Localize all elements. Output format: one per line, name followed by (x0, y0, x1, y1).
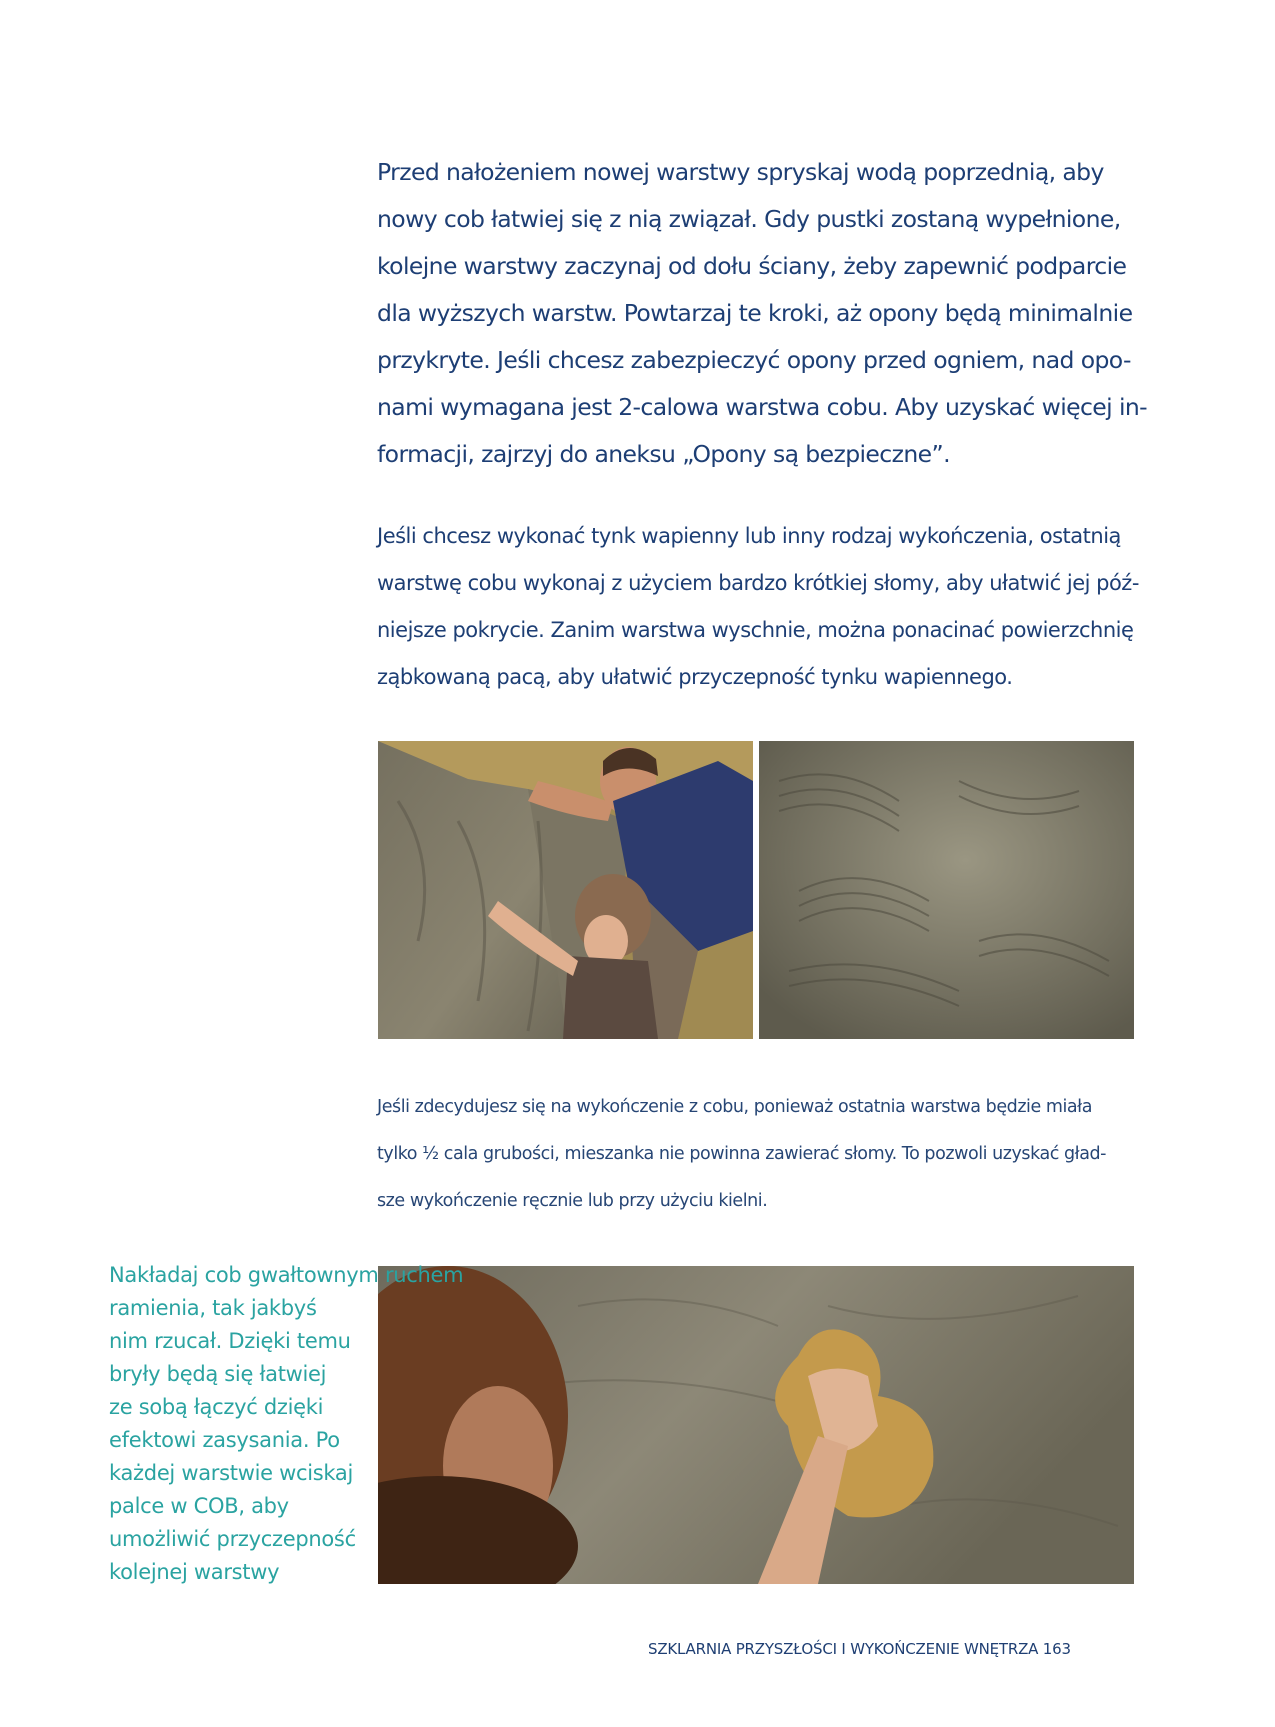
text-line: bryły będą się łatwiej (109, 1362, 327, 1386)
photo-cob-wall-family (378, 741, 753, 1039)
text-line: warstwę cobu wykonaj z użyciem bardzo krótkiej słomy, aby ułatwić jej póź- (377, 571, 1139, 595)
text-line: sze wykończenie ręcznie lub przy użyciu kielni. (377, 1191, 768, 1211)
text-line: efektowi zasysania. Po (109, 1428, 340, 1452)
photo-sponge-finishing (378, 1266, 1134, 1584)
page-number: 163 (1042, 1640, 1071, 1658)
text-line: formacji, zajrzyj do aneksu „Opony są bezpieczne”. (377, 440, 950, 468)
text-line: dla wyższych warstw. Powtarzaj te kroki, aż opony będą minimalnie (377, 299, 1133, 327)
photo-notched-cob-surface (759, 741, 1134, 1039)
text-line: tylko ½ cala grubości, mieszanka nie powinna zawierać słomy. To pozwoli uzyskać gład- (377, 1144, 1107, 1164)
text-line: kolejne warstwy zaczynaj od dołu ściany, żeby zapewnić podparcie (377, 252, 1127, 280)
text-line: nami wymagana jest 2-calowa warstwa cobu. Aby uzyskać więcej in- (377, 393, 1148, 421)
text-line: ze sobą łączyć dzięki (109, 1395, 324, 1419)
text-line: Przed nałożeniem nowej warstwy spryskaj wodą poprzednią, aby (377, 158, 1104, 186)
running-head: SZKLARNIA PRZYSZŁOŚCI I WYKOŃCZENIE WNĘTRZA (648, 1640, 1039, 1658)
text-line: niejsze pokrycie. Zanim warstwa wyschnie, można ponacinać powierzchnię (377, 618, 1134, 642)
text-line: ramienia, tak jakbyś (109, 1296, 317, 1320)
page-footer (648, 1640, 1071, 1658)
text-line: nim rzucał. Dzięki temu (109, 1329, 351, 1353)
text-line: palce w COB, aby (109, 1494, 289, 1518)
text-line: umożliwić przyczepność (109, 1527, 356, 1551)
text-line: Nakładaj cob gwałtownym ruchem (109, 1263, 464, 1287)
text-line: ząbkowaną pacą, aby ułatwić przyczepność tynku wapiennego. (377, 665, 1013, 689)
text-line: nowy cob łatwiej się z nią związał. Gdy pustki zostaną wypełnione, (377, 205, 1121, 233)
text-line: przykryte. Jeśli chcesz zabezpieczyć opony przed ogniem, nad opo- (377, 346, 1131, 374)
text-line: Jeśli chcesz wykonać tynk wapienny lub inny rodzaj wykończenia, ostatnią (377, 524, 1121, 548)
text-line: kolejnej warstwy (109, 1560, 280, 1584)
text-line: każdej warstwie wciskaj (109, 1461, 353, 1485)
text-line: Jeśli zdecydujesz się na wykończenie z cobu, ponieważ ostatnia warstwa będzie miała (377, 1097, 1092, 1117)
